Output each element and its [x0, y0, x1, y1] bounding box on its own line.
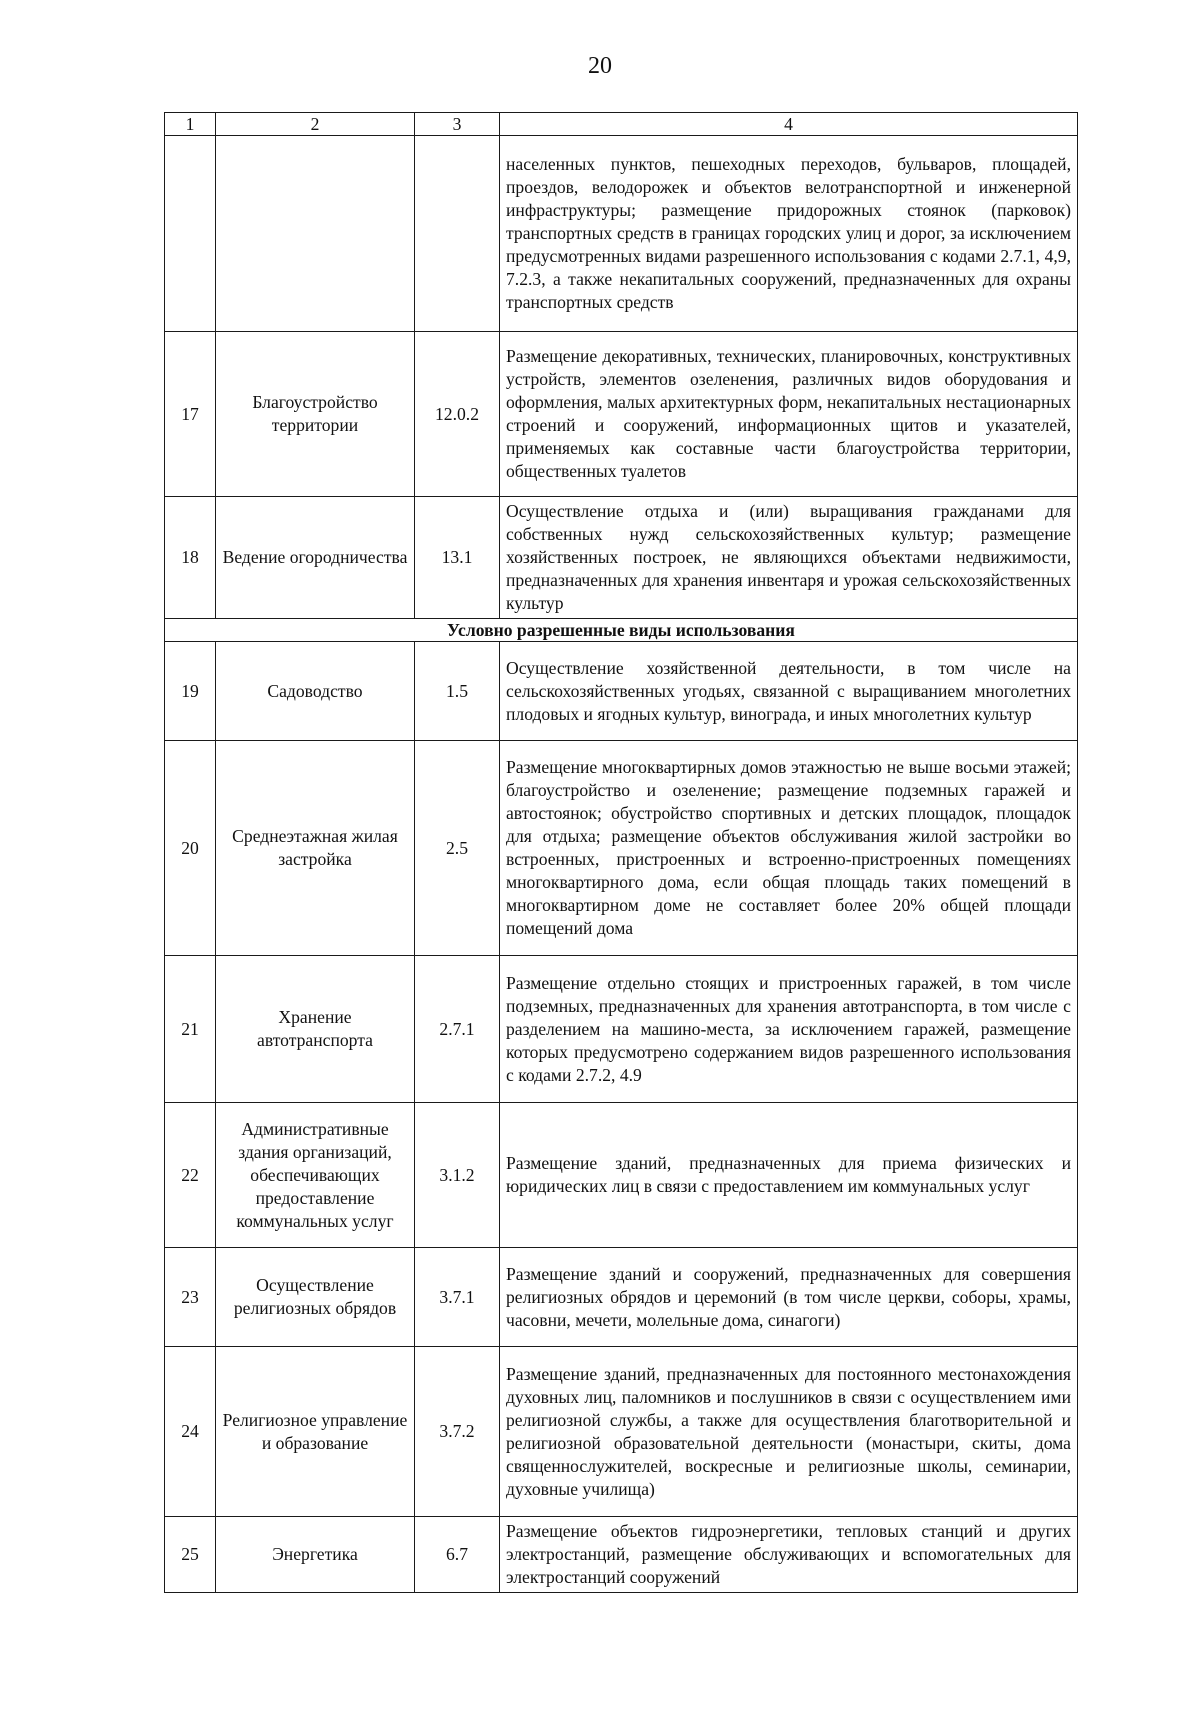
- table-row: [165, 1103, 1078, 1248]
- use-type-code: [415, 136, 500, 332]
- use-type-code: 12.0.2: [415, 332, 500, 497]
- use-type-name: Административные здания организаций, обеспечивающих предоставление коммунальных услуг: [216, 1103, 415, 1248]
- use-type-name: Садоводство: [216, 642, 415, 741]
- use-type-code: 13.1: [415, 497, 500, 619]
- use-type-name: Ведение огородничества: [216, 497, 415, 619]
- column-number-row: [165, 113, 1078, 136]
- row-number: 19: [165, 642, 216, 741]
- table-row: [165, 497, 1078, 619]
- table-row: [165, 956, 1078, 1103]
- use-type-code: 3.1.2: [415, 1103, 500, 1248]
- row-number: 18: [165, 497, 216, 619]
- column-number: 1: [165, 113, 216, 136]
- column-number: 3: [415, 113, 500, 136]
- use-type-description: населенных пунктов, пешеходных переходов, бульваров, площадей, проездов, велодорожек и объектов велотранспортной и инженерной инфраструктуры; размещение придорожных стоянок (парковок) транспортных средств в границах городских улиц и дорог, за исключением предусмотренных видами разрешенного использования с кодами 2.7.1, 4,9, 7.2.3, а также некапитальных сооружений, предназначенных для охраны транспортных средств: [500, 136, 1078, 332]
- use-type-name: Осуществление религиозных обрядов: [216, 1248, 415, 1347]
- continuation-row: [165, 136, 1078, 332]
- land-use-table: [164, 112, 1078, 1593]
- use-type-code: 3.7.1: [415, 1248, 500, 1347]
- use-type-code: 6.7: [415, 1517, 500, 1593]
- use-type-name: Энергетика: [216, 1517, 415, 1593]
- table-row: [165, 1248, 1078, 1347]
- table-row: [165, 1517, 1078, 1593]
- table-row: [165, 332, 1078, 497]
- use-type-description: Осуществление хозяйственной деятельности, в том числе на сельскохозяйственных угодьях, связанной с выращиванием многолетних плодовых и ягодных культур, винограда, и иных многолетних культур: [500, 642, 1078, 741]
- section-heading-row: [165, 619, 1078, 642]
- use-type-code: 1.5: [415, 642, 500, 741]
- use-type-code: 2.5: [415, 741, 500, 956]
- use-type-description: Размещение зданий, предназначенных для приема физических и юридических лиц в связи с предоставлением им коммунальных услуг: [500, 1103, 1078, 1248]
- use-type-code: 2.7.1: [415, 956, 500, 1103]
- use-type-description: Размещение отдельно стоящих и пристроенных гаражей, в том числе подземных, предназначенных для хранения автотранспорта, в том числе с разделением на машино-места, за исключением гаражей, размещение которых предусмотрено содержанием видов разрешенного использования с кодами 2.7.2, 4.9: [500, 956, 1078, 1103]
- table-row: [165, 642, 1078, 741]
- row-number: [165, 136, 216, 332]
- use-type-name: [216, 136, 415, 332]
- use-type-name: Среднеэтажная жилая застройка: [216, 741, 415, 956]
- column-number: 2: [216, 113, 415, 136]
- row-number: 24: [165, 1347, 216, 1517]
- row-number: 20: [165, 741, 216, 956]
- use-type-code: 3.7.2: [415, 1347, 500, 1517]
- table-row: [165, 741, 1078, 956]
- use-type-description: Размещение многоквартирных домов этажностью не выше восьми этажей; благоустройство и озеленение; размещение подземных гаражей и автостоянок; обустройство спортивных и детских площадок, площадок для отдыха; размещение объектов обслуживания жилой застройки во встроенных, пристроенных и встроенно-пристроенных помещениях многоквартирного дома, если общая площадь таких помещений в многоквартирном доме не составляет более 20% общей площади помещений дома: [500, 741, 1078, 956]
- page-number: 20: [588, 53, 612, 79]
- use-type-description: Размещение объектов гидроэнергетики, тепловых станций и других электростанций, размещение обслуживающих и вспомогательных для электростанций сооружений: [500, 1517, 1078, 1593]
- row-number: 25: [165, 1517, 216, 1593]
- use-type-description: Размещение зданий и сооружений, предназначенных для совершения религиозных обрядов и церемоний (в том числе церкви, соборы, храмы, часовни, мечети, молельные дома, синагоги): [500, 1248, 1078, 1347]
- use-type-description: Размещение декоративных, технических, планировочных, конструктивных устройств, элементов озеленения, различных видов оборудования и оформления, малых архитектурных форм, некапитальных нестационарных строений и сооружений, информационных щитов и указателей, применяемых как составные части благоустройства территории, общественных туалетов: [500, 332, 1078, 497]
- use-type-description: Осуществление отдыха и (или) выращивания гражданами для собственных нужд сельскохозяйственных культур; размещение хозяйственных построек, не являющихся объектами недвижимости, предназначенных для хранения инвентаря и урожая сельскохозяйственных культур: [500, 497, 1078, 619]
- column-number: 4: [500, 113, 1078, 136]
- use-type-name: Хранение автотранспорта: [216, 956, 415, 1103]
- table-row: [165, 1347, 1078, 1517]
- use-type-name: Религиозное управление и образование: [216, 1347, 415, 1517]
- row-number: 22: [165, 1103, 216, 1248]
- use-type-name: Благоустройство территории: [216, 332, 415, 497]
- use-type-description: Размещение зданий, предназначенных для постоянного местонахождения духовных лиц, паломников и послушников в связи с осуществлением ими религиозной службы, а также для осуществления благотворительной и религиозной образовательной деятельности (монастыри, скиты, дома священнослужителей, воскресные и религиозные школы, семинарии, духовные училища): [500, 1347, 1078, 1517]
- section-heading: Условно разрешенные виды использования: [165, 619, 1078, 642]
- row-number: 17: [165, 332, 216, 497]
- row-number: 23: [165, 1248, 216, 1347]
- row-number: 21: [165, 956, 216, 1103]
